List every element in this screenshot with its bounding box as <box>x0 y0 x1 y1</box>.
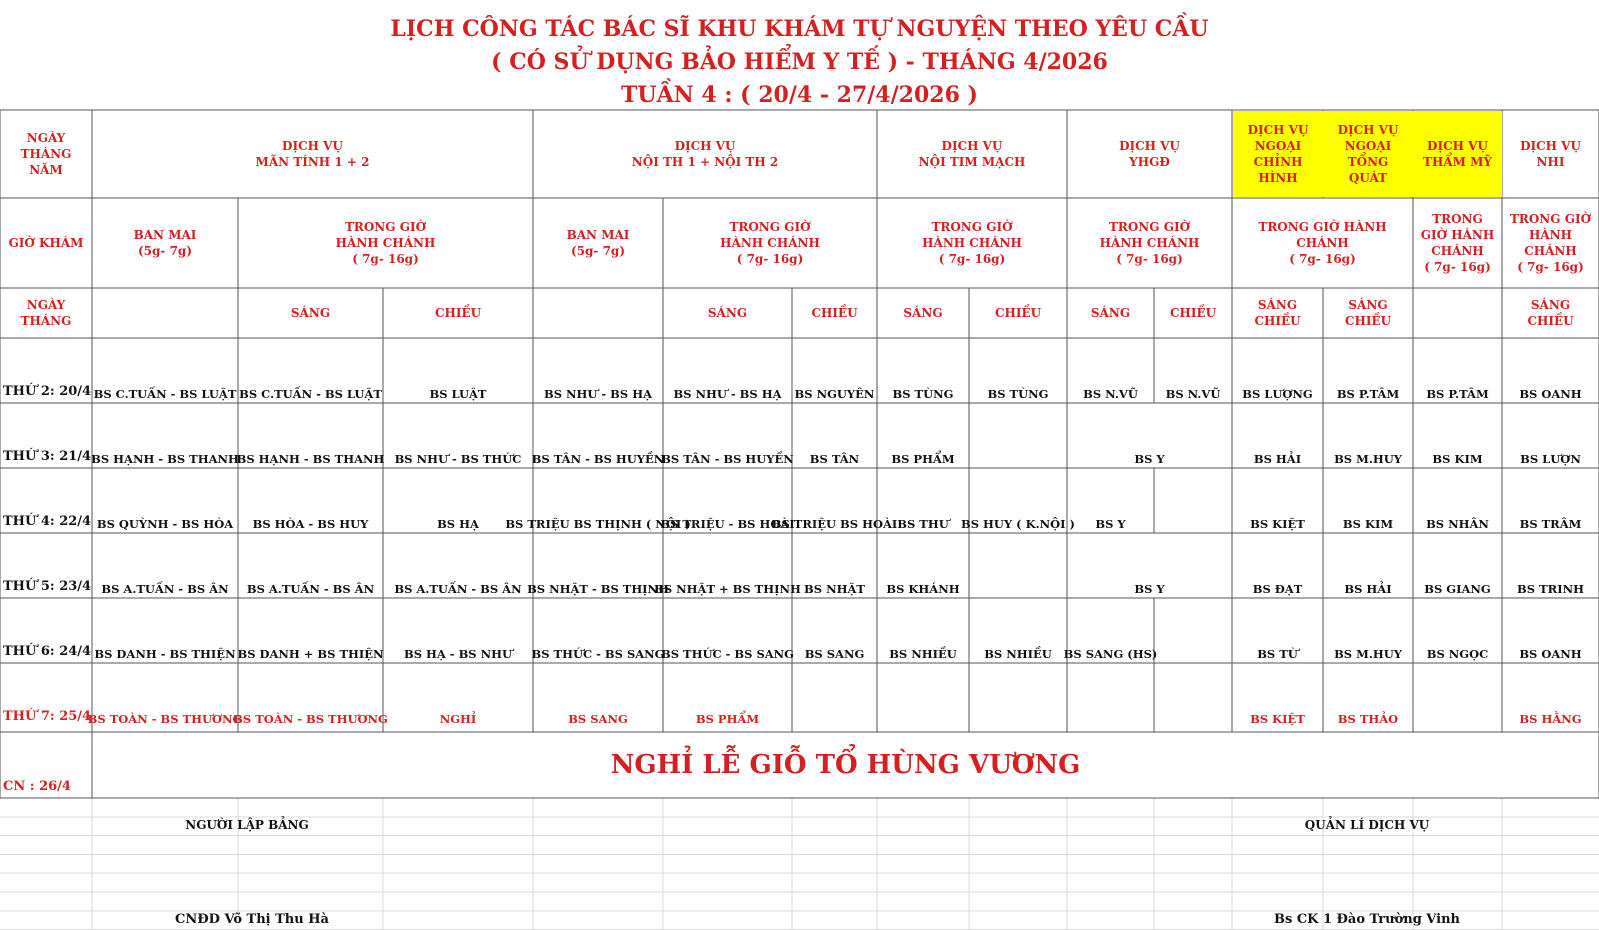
service-man-tinh: DỊCH VỤ MÃN TÍNH 1 + 2 <box>255 139 370 169</box>
schedule-cell: BS TÙNG <box>892 387 954 401</box>
schedule-cell: BS OANH <box>1519 647 1582 661</box>
schedule-cell <box>1154 468 1232 533</box>
schedule-cell: BS NHIỀU <box>889 647 957 661</box>
schedule-cell: BS HẰNG <box>1519 712 1582 726</box>
day-label: THỨ 2: 20/4 <box>3 384 92 399</box>
schedule-cell: BS GIANG <box>1424 582 1491 596</box>
service-noi-th: DỊCH VỤ NỘI TH 1 + NỘI TH 2 <box>631 139 779 169</box>
service-ngoai-tong-quat: DỊCH VỤ NGOẠI TỔNG QUÁT <box>1323 111 1413 197</box>
shift-sang-1: SÁNG <box>290 306 331 320</box>
schedule-cell: BS LƯỢNG <box>1242 387 1313 401</box>
schedule-cell: BS P.TÂM <box>1336 387 1400 401</box>
schedule-cell: BS NHẬT - BS THỊNH <box>527 582 669 596</box>
shift-chieu-4: CHIỀU <box>1169 306 1217 320</box>
holiday-banner: NGHỈ LỄ GIỖ TỔ HÙNG VƯƠNG <box>610 750 1081 780</box>
schedule-cell: BS TRÂM <box>1519 517 1582 531</box>
schedule-cell: BS KIỆT <box>1250 517 1305 531</box>
trong-gio-1: TRONG GIỜ HÀNH CHÁNH ( 7g- 16g) <box>335 220 436 266</box>
sunday-label: CN : 26/4 <box>3 779 71 794</box>
schedule-cell: BS THƯ <box>897 517 949 531</box>
hours-label: GIỜ KHÁM <box>8 236 84 250</box>
schedule-cell: BS SANG (HS) <box>1063 647 1158 661</box>
schedule-cell: BS TÂN - BS HUYỀN <box>531 452 665 466</box>
service-noi-tim-mach: DỊCH VỤ NỘI TIM MẠCH <box>918 139 1026 169</box>
schedule-cell: BS ĐẠT <box>1252 582 1303 596</box>
schedule-cell: BS TRIỆU BS THỊNH ( NỘI ) <box>505 517 691 531</box>
schedule-cell: BS HẢI <box>1253 452 1302 466</box>
schedule-cell: BS HẠNH - BS THANH <box>236 452 385 466</box>
schedule-cell <box>1154 663 1232 728</box>
day-label: THỨ 7: 25/4 <box>3 709 92 724</box>
trong-gio-tham-my: TRONG GIỜ HÀNH CHÁNH ( 7g- 16g) <box>1420 212 1495 274</box>
schedule-cell: BS SANG <box>568 712 628 726</box>
trong-gio-2: TRONG GIỜ HÀNH CHÁNH ( 7g- 16g) <box>720 220 820 266</box>
shift-sang-2: SÁNG <box>707 306 748 320</box>
schedule-cell: BS SANG <box>804 647 865 661</box>
service-tham-my: DỊCH VỤ THẨM MỸ <box>1413 111 1502 197</box>
schedule-cell: BS KIỆT <box>1250 712 1305 726</box>
schedule-cell: BS HẠ <box>437 517 479 531</box>
schedule-cell: BS PHẨM <box>891 452 955 466</box>
schedule-cell: BS THỨC - BS SANG <box>661 647 795 661</box>
shift-sang-3: SÁNG <box>903 306 943 320</box>
schedule-cell <box>1413 663 1502 728</box>
schedule-cell: BS KIM <box>1342 517 1394 531</box>
schedule-cell: BS Y <box>1134 582 1165 596</box>
schedule-cell: BS A.TUẤN - BS ÂN <box>246 582 375 596</box>
schedule-cell: BS A.TUẤN - BS ÂN <box>394 582 522 596</box>
schedule-cell <box>969 403 1067 468</box>
schedule-cell: BS TRIỆU BS HOÀI <box>771 517 898 531</box>
trong-gio-3: TRONG GIỜ HÀNH CHÁNH ( 7g- 16g) <box>922 220 1022 266</box>
title-line-1: LỊCH CÔNG TÁC BÁC SĨ KHU KHÁM TỰ NGUYỆN THEO YÊU CẦU <box>390 16 1209 42</box>
schedule-cell: BS NHƯ - BS HẠ <box>543 387 653 401</box>
schedule-cell: BS TÙNG <box>987 387 1049 401</box>
service-nhi: DỊCH VỤ NHI <box>1520 139 1581 169</box>
schedule-cell: BS Y <box>1134 452 1165 466</box>
schedule-cell: BS QUỲNH - BS HÒA <box>96 517 234 531</box>
shift-chieu-3: CHIỀU <box>994 306 1042 320</box>
schedule-cell <box>969 533 1067 598</box>
date-column-header: NGÀY THÁNG NĂM <box>20 131 72 177</box>
schedule-cell <box>1067 663 1154 728</box>
schedule-cell: BS C.TUẤN - BS LUẬT <box>239 387 382 401</box>
schedule-cell: BS HẠ - BS NHƯ <box>403 647 513 661</box>
service-yhgd: DỊCH VỤ YHGĐ <box>1119 139 1180 169</box>
day-label: THỨ 5: 23/4 <box>3 579 92 594</box>
schedule-cell: BS TRINH <box>1517 582 1584 596</box>
schedule-cell: BS THỨC - BS SANG <box>531 647 665 661</box>
schedule-cell: BS TOÀN - BS THƯƠNG <box>233 712 388 726</box>
schedule-cell: BS A.TUẤN - BS ÂN <box>101 582 229 596</box>
schedule-cell: BS HUY ( K.NỘI ) <box>961 517 1075 531</box>
schedule-cell: BS C.TUẤN - BS LUẬT <box>93 387 237 401</box>
schedule-cell: BS NHƯ - BS HẠ <box>673 387 782 401</box>
shift-chieu-1: CHIỀU <box>434 306 482 320</box>
schedule-cell: BS NHÂN <box>1426 517 1489 531</box>
schedule-cell: BS NHẬT <box>804 582 865 596</box>
schedule-cell: BS KIM <box>1432 452 1483 466</box>
shift-sang-chieu-3: SÁNG CHIỀU <box>1527 298 1574 328</box>
schedule-cell: BS TÂN - BS HUYỀN <box>661 452 794 466</box>
schedule-cell <box>969 663 1067 728</box>
schedule-cell: BS NHẬT + BS THỊNH <box>654 582 801 596</box>
schedule-cell: BS LƯỢN <box>1520 452 1581 466</box>
schedule-cell <box>1154 598 1232 663</box>
manager-title: QUẢN LÍ DỊCH VỤ <box>1304 818 1430 832</box>
schedule-cell: BS P.TÂM <box>1426 387 1489 401</box>
schedule-cell: BS M.HUY <box>1334 452 1402 466</box>
schedule-cell: BS TOÀN - BS THƯƠNG <box>87 712 243 726</box>
schedule-cell: BS HÒA - BS HUY <box>252 517 369 531</box>
schedule-cell <box>877 663 969 728</box>
schedule-cell: BS Y <box>1095 517 1126 531</box>
schedule-cell: BS HẠNH - BS THANH <box>91 452 239 466</box>
schedule-cell: BS PHẨM <box>695 712 760 726</box>
shift-sang-chieu-2: SÁNG CHIỀU <box>1344 298 1392 328</box>
day-label: THỨ 6: 24/4 <box>3 644 92 659</box>
schedule-cell: BS TRIỆU - BS HOÀI <box>660 517 795 531</box>
schedule-cell: BS HẢI <box>1344 582 1392 596</box>
shift-chieu-2: CHIỀU <box>811 306 858 320</box>
schedule-cell: BS LUẬT <box>429 387 487 401</box>
day-label: THỨ 4: 22/4 <box>3 514 92 529</box>
schedule-cell: BS TỪ <box>1257 647 1298 661</box>
schedule-cell: BS DANH - BS THIỆN <box>94 647 236 661</box>
schedule-cell <box>792 663 877 728</box>
service-ngoai-chinh-hinh: DỊCH VỤ NGOẠI CHỈNH HÌNH <box>1233 111 1323 197</box>
shift-sang-4: SÁNG <box>1090 306 1131 320</box>
schedule-cell: BS TÂN <box>809 452 860 466</box>
manager-name: Bs CK 1 Đào Trường Vinh <box>1273 912 1461 927</box>
schedule-cell: BS DANH + BS THIỆN <box>237 647 384 661</box>
schedule-cell: BS N.VŨ <box>1165 387 1221 401</box>
creator-name: CNĐD Võ Thị Thu Hà <box>175 912 329 927</box>
ngay-thang-label: NGÀY THÁNG <box>20 298 72 328</box>
ban-mai-2: BAN MAI (5g- 7g) <box>566 228 630 258</box>
day-label: THỨ 3: 21/4 <box>3 449 92 464</box>
schedule-cell: BS NHIỀU <box>984 647 1052 661</box>
schedule-cell: BS KHÁNH <box>886 582 960 596</box>
schedule-cell: BS NGỌC <box>1426 647 1489 661</box>
title-line-3: TUẦN 4 : ( 20/4 - 27/4/2026 ) <box>621 82 978 108</box>
schedule-cell: BS N.VŨ <box>1083 387 1138 401</box>
trong-gio-4: TRONG GIỜ HÀNH CHÁNH ( 7g- 16g) <box>1099 220 1200 266</box>
trong-gio-nhi: TRONG GIỜ HÀNH CHÁNH ( 7g- 16g) <box>1509 212 1592 274</box>
schedule-cell: BS M.HUY <box>1334 647 1402 661</box>
schedule-cell: NGHỈ <box>439 712 477 726</box>
shift-sang-chieu-1: SÁNG CHIỀU <box>1254 298 1301 328</box>
schedule-cell: BS NGUYÊN <box>794 387 875 401</box>
schedule-cell: BS NHƯ - BS THỨC <box>394 452 522 466</box>
schedule-cell: BS OANH <box>1519 387 1582 401</box>
creator-title: NGƯỜI LẬP BẢNG <box>185 818 309 832</box>
trong-gio-ngoai: TRONG GIỜ HÀNH CHÁNH ( 7g- 16g) <box>1258 220 1387 266</box>
ban-mai-1: BAN MAI (5g- 7g) <box>133 228 197 258</box>
schedule-cell: BS THẢO <box>1337 712 1399 726</box>
title-line-2: ( CÓ SỬ DỤNG BẢO HIỂM Y TẾ ) - THÁNG 4/2026 <box>491 49 1108 75</box>
